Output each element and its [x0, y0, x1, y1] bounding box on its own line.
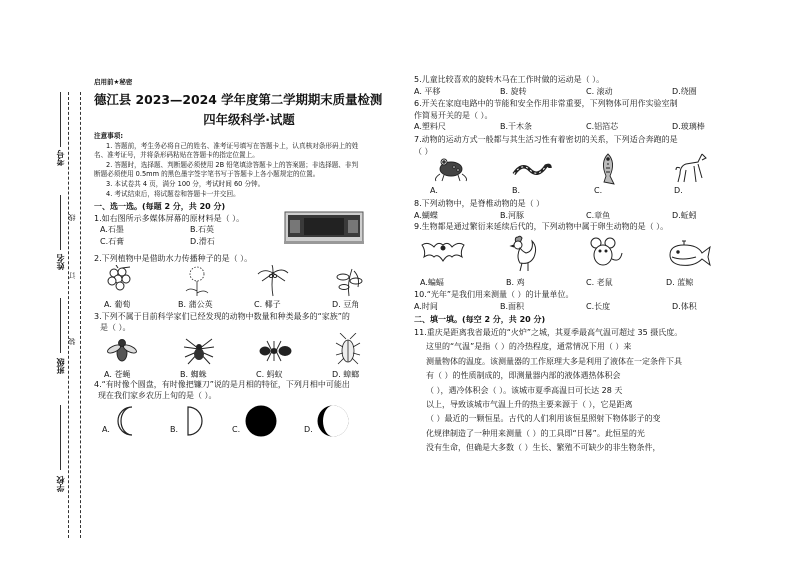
question-4	[94, 379, 404, 443]
q8-option-a[interactable]: A.蝴蝶	[414, 210, 438, 220]
q1-option-d[interactable]: D.滑石	[190, 236, 215, 246]
q7-caption-c[interactable]: C.	[594, 185, 603, 195]
q9-caption-b[interactable]: B. 鸡	[506, 278, 525, 288]
binding-line-label-xian: 线	[68, 214, 76, 221]
student-name-label: 姓名	[56, 254, 65, 270]
q2-stem: 2.下列植物中是借助水力传播种子的是（ ）。	[94, 253, 253, 263]
q10-option-c[interactable]: C.长度	[586, 301, 611, 311]
notes-block	[94, 132, 404, 199]
q9-caption-d[interactable]: D. 蓝鲸	[666, 278, 694, 288]
binding-line-label-zhuang: 装	[68, 338, 76, 345]
school-field[interactable]	[60, 405, 61, 470]
fly-icon	[106, 337, 138, 365]
notes-line: 4. 考试结束后，将试题卷和答题卡一并交回。	[106, 189, 240, 198]
exam-no-field[interactable]	[60, 92, 61, 147]
q7-caption-a[interactable]: A.	[430, 185, 438, 195]
coconut-tree-icon	[256, 265, 290, 297]
q4-caption-c[interactable]: C.	[232, 424, 241, 434]
q11-line: 没有生命，但确是大多数（ ）生长、繁殖不可缺少的非生物条件，	[426, 443, 661, 453]
cockroach-icon	[334, 333, 362, 365]
q6-option-d[interactable]: D.玻璃棒	[672, 122, 705, 132]
q2-caption-d[interactable]: D. 豆角	[332, 299, 360, 309]
notes-line: 名、准考证号，并将条形码粘贴在答题卡的指定位置上。	[94, 151, 259, 160]
grape-icon	[104, 265, 138, 295]
q9-caption-c[interactable]: C. 老鼠	[586, 278, 613, 288]
q4-stem: 4.“有时像个圆盘，有时像把镰刀”说的是月相的特征，下列月相中可能出	[94, 379, 350, 389]
binding-line-inner	[80, 92, 81, 538]
q5-options	[414, 86, 774, 98]
q1-stem: 1.如右图所示多媒体屏幕的原材料是（ ）。	[94, 213, 245, 223]
q6-option-a[interactable]: A.塑料尺	[414, 122, 446, 132]
multimedia-screen-image	[284, 211, 364, 245]
q8-option-b[interactable]: B.河豚	[500, 210, 525, 220]
q6-options	[414, 121, 774, 133]
ant-icon	[258, 339, 294, 363]
notes-line: 3. 本试卷共 4 页，满分 100 分，考试时间 60 分钟。	[106, 179, 265, 188]
q4-caption-b[interactable]: B.	[170, 424, 179, 434]
q6-stem: 6.开关在家庭电路中的节能和安全作用非常重要，下列物体可用作实验室制	[414, 99, 678, 109]
q9-stem: 9.生物都是通过繁衍来延续后代的，下列动物中属于卵生动物的是（ ）。	[414, 222, 669, 232]
right-column	[414, 74, 774, 456]
q1-option-a[interactable]: A.石墨	[100, 225, 124, 235]
q10-stem: 10.“光年”是我们用来测量（ ）的计量单位。	[414, 290, 574, 300]
question-9	[414, 221, 774, 289]
q2-caption-b[interactable]: B. 蒲公英	[178, 299, 213, 309]
new-moon-icon	[244, 404, 278, 438]
section1-title: 一、选一选。(每题 2 分，共 20 分)	[94, 202, 226, 212]
bat-icon	[420, 237, 466, 267]
waning-crescent-icon	[116, 405, 142, 437]
q3-stem-2: 是（ ）。	[100, 323, 131, 333]
q5-option-d[interactable]: D.绕圈	[672, 86, 697, 96]
q7-caption-d[interactable]: D.	[674, 185, 683, 195]
notes-line: 1. 答题前，考生务必将自己的姓名、准考证号填写在答题卡上，认真核对条形码上的姓	[106, 141, 359, 150]
bean-plant-icon	[332, 265, 366, 297]
exam-title: 德江县 2023—2024 学年度第二学期期末质量检测	[94, 92, 383, 107]
q7-caption-b[interactable]: B.	[512, 185, 521, 195]
q6-option-c[interactable]: C.铝箔芯	[586, 122, 619, 132]
q8-option-d[interactable]: D.蚯蚓	[672, 210, 697, 220]
q11-line: 11.重庆是距离我省最近的“火炉”之城，其夏季最高气温可超过 35 摄氏度。	[414, 327, 683, 337]
school-label: 学校	[56, 476, 65, 492]
q10-options	[414, 301, 774, 313]
notes-heading: 注意事项:	[94, 132, 124, 140]
q10-option-a[interactable]: A.时间	[414, 301, 438, 311]
section2-title: 二、填一填。(每空 2 分，共 20 分)	[414, 315, 546, 325]
binding-line-label-ding: 订	[68, 272, 76, 279]
q11-line: 化规律制造了一种用来测量（ ）的工具即“日晷”。此恒星的光	[426, 428, 645, 438]
question-7	[414, 134, 774, 198]
q8-option-c[interactable]: C.章鱼	[586, 210, 611, 220]
q8-stem: 8.下列动物中，是脊椎动物的是（ ）	[414, 198, 545, 208]
q5-option-c[interactable]: C. 滚动	[586, 86, 613, 96]
exam-subtitle: 四年级科学·试题	[203, 112, 295, 127]
notes-line: 2. 答题时，选择题、判断题必须使用 2B 铅笔填涂答题卡上的答案题；非选择题、非判	[106, 160, 359, 169]
question-2	[94, 253, 404, 311]
spider-icon	[182, 337, 216, 365]
gibbous-moon-icon	[316, 404, 350, 438]
q11-line: 测量物体的温度。该测量器的工作原理大多是利用了液体在一定条件下具	[426, 356, 682, 366]
q3-caption-d[interactable]: D. 蟑螂	[332, 369, 360, 379]
rooster-icon	[506, 235, 540, 273]
q2-caption-a[interactable]: A. 葡萄	[104, 299, 131, 309]
q10-option-b[interactable]: B.面积	[500, 301, 525, 311]
first-quarter-icon	[182, 405, 204, 437]
binding-line-outer	[68, 92, 69, 538]
class-field[interactable]	[60, 298, 61, 353]
q2-caption-c[interactable]: C. 椰子	[254, 299, 281, 309]
dandelion-icon	[180, 265, 214, 297]
q3-stem: 3.下列不属于目前科学家们已经发现的动物中数量和种类最多的“家族”的	[94, 311, 350, 321]
question-3	[94, 311, 404, 379]
fish-icon	[596, 152, 620, 186]
q11-line: 这里的“气温”是指（ ）的冷热程度，通常情况下用（ ）来	[426, 342, 632, 352]
q5-option-a[interactable]: A. 平移	[414, 86, 441, 96]
q3-caption-c[interactable]: C. 蚂蚁	[256, 369, 283, 379]
q6-stem-2: 作简易开关的是（ ）。	[414, 110, 493, 120]
q6-option-b[interactable]: B.干木条	[500, 122, 533, 132]
class-label: 班级	[56, 358, 65, 374]
student-name-field[interactable]	[60, 195, 61, 250]
snake-icon	[512, 156, 552, 182]
frog-icon	[432, 154, 470, 182]
q8-options	[414, 210, 774, 222]
left-column	[94, 78, 404, 443]
q11-line: （ ）最近的一颗恒星。古代的人们利用该恒星照射下物体影子的变	[426, 414, 661, 424]
secret-label: 启用前★秘密	[94, 78, 133, 86]
q7-stem-2: （ ）	[414, 146, 433, 156]
q11-line: （ ），遇冷体积会（ ）。该城市夏季高温日可长达 28 天	[426, 385, 623, 395]
q10-option-d[interactable]: D.体积	[672, 301, 697, 311]
q11-line: 有（ ）的性质制成的，即测量器内部的液体遇热体积会	[426, 371, 621, 381]
notes-line: 断题必须使用 0.5mm 的黑色墨字签字笔书写于答题卡上各小题规定的位置。	[94, 170, 320, 179]
q9-caption-a[interactable]: A.蝙蝠	[420, 278, 444, 288]
q7-stem: 7.动物的运动方式一般都与其生活习性有着密切的关系，下列适合奔跑的是	[414, 134, 678, 144]
q4-caption-d[interactable]: D.	[304, 424, 313, 434]
q4-stem-2: 现在我们家乡农历上旬的是（ ）。	[98, 391, 217, 401]
q5-stem: 5.儿童比较喜欢的旋转木马在工作时做的运动是（ ）。	[414, 75, 605, 84]
q5-option-b[interactable]: B. 旋转	[500, 86, 527, 96]
q1-option-b[interactable]: B.石英	[190, 225, 215, 235]
q11-line: 以上，导致该城市气温上升的热主要来源于（ ），它是距离	[426, 399, 633, 409]
question-1	[94, 213, 404, 253]
blue-whale-icon	[666, 239, 712, 269]
horse-icon	[674, 152, 708, 184]
q3-caption-a[interactable]: A. 苍蝇	[104, 369, 131, 379]
q3-caption-b[interactable]: B. 蜘蛛	[180, 369, 207, 379]
q4-caption-a[interactable]: A.	[102, 424, 110, 434]
exam-no-label: 考号	[56, 150, 65, 166]
mouse-icon	[586, 237, 624, 271]
q1-option-c[interactable]: C.石膏	[100, 236, 125, 246]
